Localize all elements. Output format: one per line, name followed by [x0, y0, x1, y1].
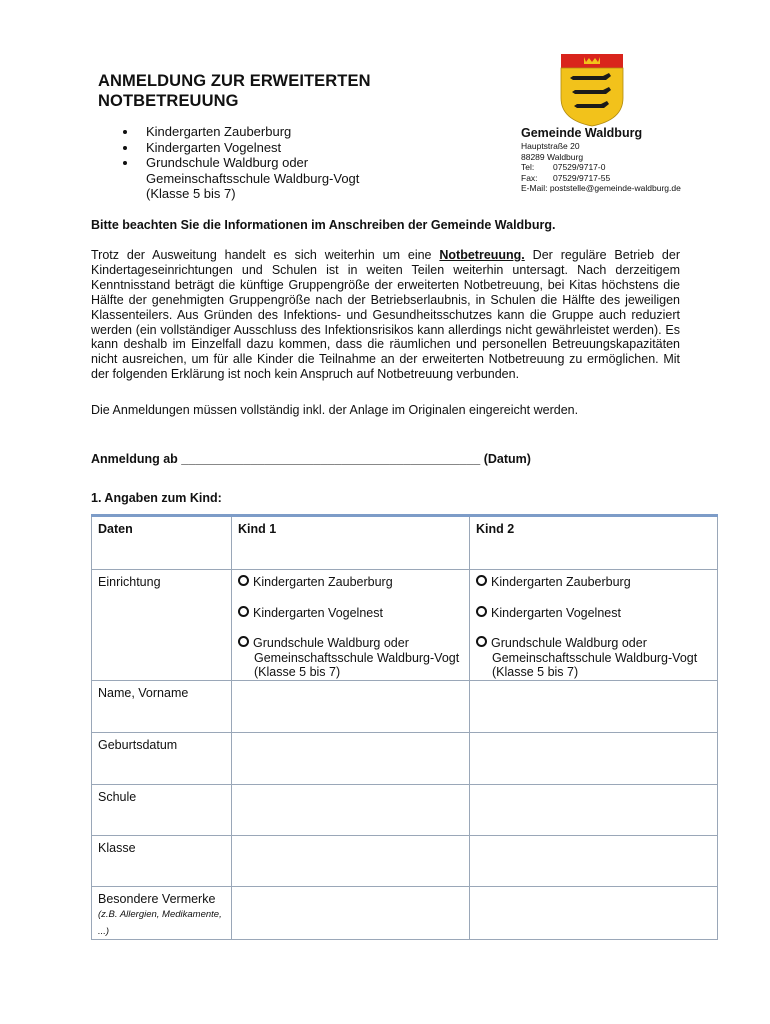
input-cell-kind1[interactable] [232, 886, 470, 940]
facility-item-line: Grundschule Waldburg oder [146, 155, 309, 170]
municipality-address [521, 126, 681, 194]
row-label: Schule [92, 784, 232, 835]
facility-item: Kindergarten Vogelnest [118, 140, 359, 156]
facility-options-kind2 [470, 570, 718, 681]
input-cell-kind1[interactable] [232, 680, 470, 732]
table-row [92, 886, 718, 940]
table-header-row [92, 516, 718, 570]
facility-option[interactable]: Grundschule Waldburg oder Gemeinschaftsschule Waldburg-Vogt (Klasse 5 bis 7) [476, 636, 711, 680]
radio-circle-icon[interactable] [238, 636, 249, 647]
row-label: Besondere Vermerke (z.B. Allergien, Medikamente, ...) [92, 886, 232, 940]
facility-option[interactable]: Kindergarten Vogelnest [476, 606, 711, 621]
table-row [92, 732, 718, 784]
municipality-fax: Fax: 07529/9717-55 [521, 172, 611, 183]
emphasis-notbetreuung: Notbetreuung. [439, 248, 525, 262]
municipality-name: Gemeinde Waldburg [521, 126, 643, 140]
facility-item: Kindergarten Zauberburg [118, 124, 359, 140]
facility-item-line: (Klasse 5 bis 7) [146, 186, 236, 201]
column-header: Kind 1 [232, 516, 470, 570]
row-label: Einrichtung [92, 570, 232, 681]
section-title: 1. Angaben zum Kind: [91, 491, 222, 505]
facility-list [118, 124, 359, 202]
table-row [92, 784, 718, 835]
facility-option[interactable]: Kindergarten Vogelnest [238, 606, 463, 621]
input-cell-kind2[interactable] [470, 886, 718, 940]
input-cell-kind1[interactable] [232, 732, 470, 784]
facility-option[interactable]: Kindergarten Zauberburg [476, 575, 711, 590]
child-data-table [91, 514, 718, 940]
input-cell-kind2[interactable] [470, 784, 718, 835]
registration-date-line[interactable]: Anmeldung ab ___________________________________________ (Datum) [91, 452, 531, 466]
facility-options-kind1 [232, 570, 470, 681]
notes-hint: (z.B. Allergien, Medikamente, ...) [98, 909, 222, 937]
table-row [92, 680, 718, 732]
facility-option[interactable]: Kindergarten Zauberburg [238, 575, 463, 590]
row-label: Klasse [92, 835, 232, 886]
column-header: Kind 2 [470, 516, 718, 570]
crest-red-chief [561, 54, 623, 68]
closing-sentence: Die Anmeldungen müssen vollständig inkl. der Anlage im Originalen eingereicht werden. [91, 403, 579, 417]
municipality-city: 88289 Waldburg [521, 151, 584, 162]
document-title [98, 71, 458, 111]
radio-circle-icon[interactable] [238, 575, 249, 586]
municipality-tel: Tel: 07529/9717-0 [521, 162, 606, 172]
input-cell-kind1[interactable] [232, 784, 470, 835]
table-row [92, 835, 718, 886]
radio-circle-icon[interactable] [476, 636, 487, 647]
title-line-2: NOTBETREUUNG [98, 92, 239, 110]
notice-text: Bitte beachten Sie die Informationen im Anschreiben der Gemeinde Waldburg. [91, 218, 556, 232]
municipality-email: E-Mail: poststelle@gemeinde-waldburg.de [521, 183, 681, 193]
input-cell-kind1[interactable] [232, 835, 470, 886]
row-label: Geburtsdatum [92, 732, 232, 784]
input-cell-kind2[interactable] [470, 732, 718, 784]
column-header: Daten [92, 516, 232, 570]
input-cell-kind2[interactable] [470, 680, 718, 732]
facility-item [118, 155, 359, 202]
date-blank[interactable]: ___________________________________________ [181, 452, 481, 466]
radio-circle-icon[interactable] [476, 575, 487, 586]
municipality-street: Hauptstraße 20 [521, 141, 580, 151]
row-label: Name, Vorname [92, 680, 232, 732]
title-line-1: ANMELDUNG ZUR ERWEITERTEN [98, 72, 371, 90]
coat-of-arms-icon [557, 52, 627, 128]
facility-item-line: Gemeinschaftsschule Waldburg-Vogt [146, 170, 360, 186]
radio-circle-icon[interactable] [476, 606, 487, 617]
facility-option[interactable]: Grundschule Waldburg oder Gemeinschaftsschule Waldburg-Vogt (Klasse 5 bis 7) [238, 636, 463, 680]
radio-circle-icon[interactable] [238, 606, 249, 617]
table-row [92, 570, 718, 681]
input-cell-kind2[interactable] [470, 835, 718, 886]
info-paragraph: Trotz der Ausweitung handelt es sich weiterhin um eine Notbetreuung. Der reguläre Betrieb der Kindertageseinrichtungen und Schulen ist in weiten Teilen weiterhin untersagt. Nach derzeitigem Kenntnisstand beträgt die künftige Gruppengröße der erweiterten Notbetreuung, bei Kitas höchstens die Hälfte der genehmigten Gruppengröße nach der Betriebserlaubnis, in Schulen die Hälfte des jeweiligen Klassenteilers. Aus Gründen des Infektions- und Gesundheitsschutzes kann die Gruppe auch reduziert werden (ein vollständiger Ausschluss des Infektionsrisikos kann allerdings nicht gewährleistet werden). Es kann deshalb im Einzelfall dazu kommen, dass die räumlichen und personellen Betreuungskapazitäten nicht ausreichen, um für alle Kinder die Teilnahme an der erweiterten Notbetreuung zu ermöglichen. Mit der folgenden Erklärung ist noch kein Anspruch auf Notbetreuung verbunden. [91, 248, 680, 382]
